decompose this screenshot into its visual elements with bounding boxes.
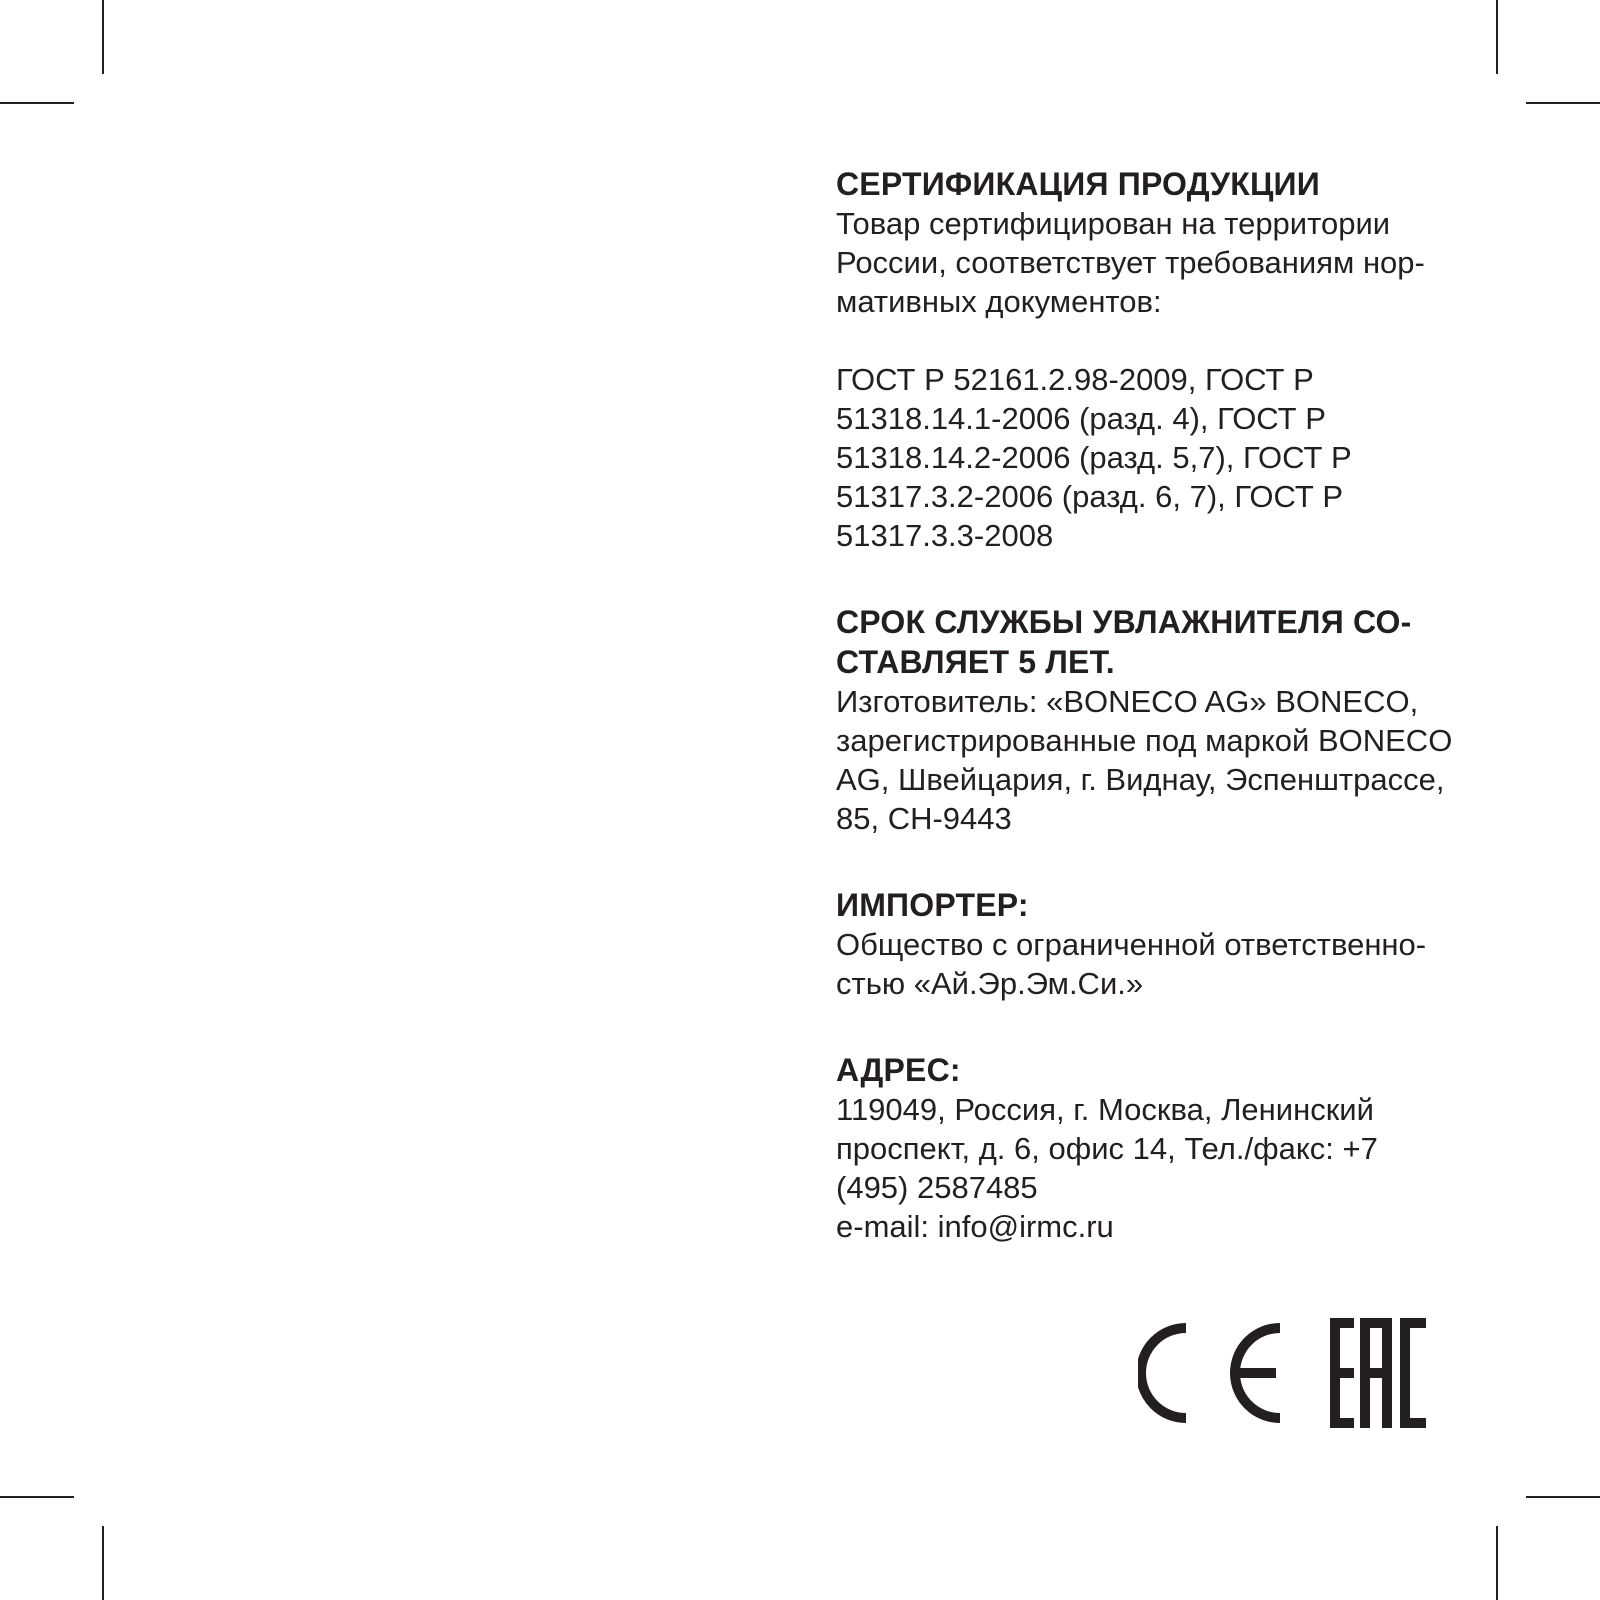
- certification-standards: ГОСТ Р 52161.2.98-2009, ГОСТ Р 51318.14.1-2006 (разд. 4), ГОСТ Р 51318.14.2-2006 (разд. 5,7), ГОСТ Р 51317.3.2-2006 (разд. 6, 7), ГОСТ Р 51317.3.3-2008: [836, 362, 1352, 553]
- crop-mark-bottom-right-horizontal: [1526, 1496, 1600, 1498]
- importer-text: Общество с ограниченной ответственно- стью «Ай.Эр.Эм.Си.»: [836, 927, 1427, 1001]
- address-heading: АДРЕС:: [836, 1052, 961, 1088]
- crop-mark-top-left-horizontal: [0, 102, 74, 104]
- service-life-heading: СРОК СЛУЖБЫ УВЛАЖНИТЕЛЯ СО- СТАВЛЯЕТ 5 ЛЕТ.: [836, 604, 1412, 680]
- crop-mark-bottom-right-vertical: [1496, 1526, 1498, 1600]
- importer-heading: ИМПОРТЕР:: [836, 887, 1029, 923]
- crop-mark-top-left-vertical: [102, 0, 104, 74]
- service-life-section: [836, 602, 1476, 838]
- ce-mark-icon: [1141, 1328, 1280, 1418]
- address-text: 119049, Россия, г. Москва, Ленинский проспект, д. 6, офис 14, Тел./факс: +7 (495) 2587485 e-mail: info@irmc.ru: [836, 1092, 1378, 1244]
- manufacturer-text: Изготовитель: «BONECO AG» BONECO, зарегистрированные под маркой BONECO AG, Швейцария, г. Виднау, Эспенштрассе, 85, CH-9443: [836, 684, 1453, 836]
- crop-mark-top-right-horizontal: [1526, 102, 1600, 104]
- importer-section: [836, 885, 1476, 1003]
- conformity-marks: [1138, 1318, 1438, 1428]
- certification-heading: СЕРТИФИКАЦИЯ ПРОДУКЦИИ: [836, 166, 1320, 202]
- certification-text-column: [836, 164, 1476, 1293]
- crop-mark-bottom-left-horizontal: [0, 1496, 74, 1498]
- crop-mark-top-right-vertical: [1496, 0, 1498, 74]
- crop-mark-bottom-left-vertical: [102, 1526, 104, 1600]
- certification-intro: Товар сертифицирован на территории России, соответствует требованиям нор- мативных документов:: [836, 206, 1425, 319]
- certification-section: [836, 164, 1476, 555]
- address-section: [836, 1050, 1476, 1246]
- eac-mark-icon: [1330, 1318, 1426, 1428]
